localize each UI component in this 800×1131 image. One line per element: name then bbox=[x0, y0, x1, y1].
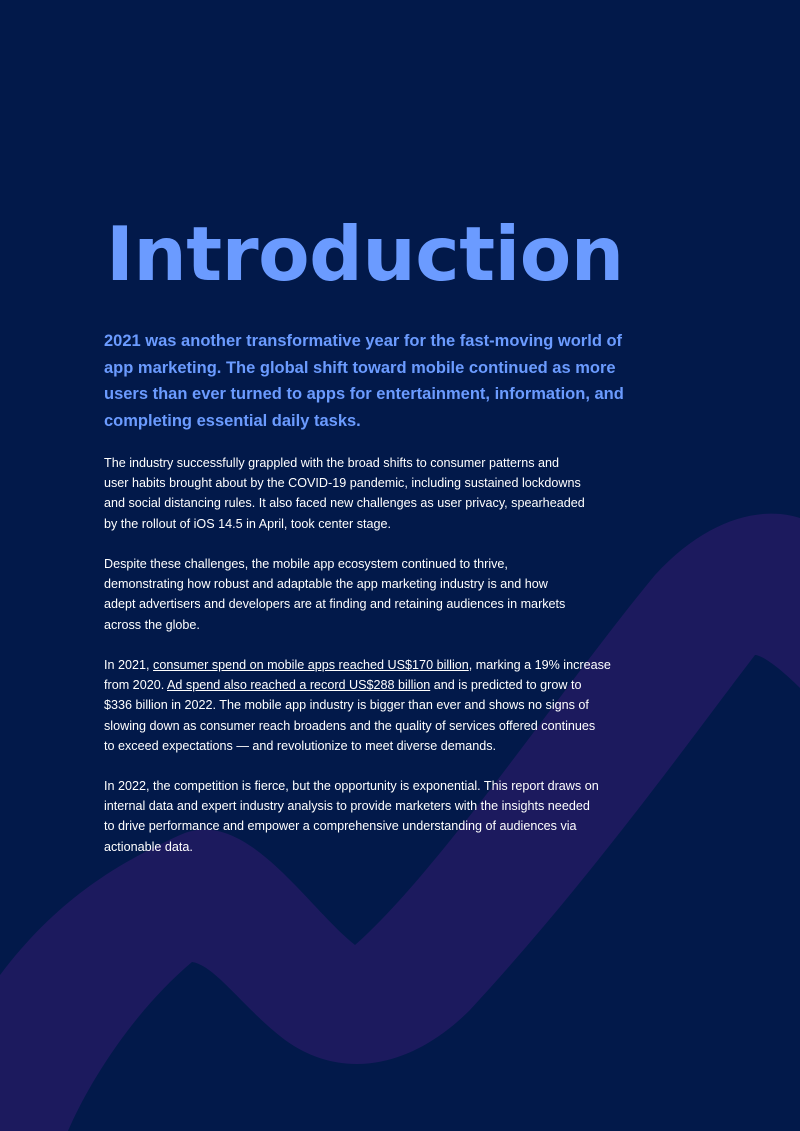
paragraph-line: In 2022, the competition is fierce, but the opportunity is exponential. This report draws on bbox=[104, 779, 599, 793]
paragraph-line: $336 billion in 2022. The mobile app industry is bigger than ever and shows no signs of bbox=[104, 698, 589, 713]
paragraph-line: Despite these challenges, the mobile app ecosystem continued to thrive, bbox=[104, 557, 508, 571]
lead-paragraph bbox=[104, 328, 644, 435]
paragraph-text: In 2021, bbox=[104, 658, 154, 672]
paragraph-line: actionable data. bbox=[104, 839, 193, 854]
lead-line: users than ever turned to apps for entertainment, information, and bbox=[104, 385, 624, 404]
paragraph-line bbox=[104, 675, 644, 695]
consumer-spend-link[interactable]: consumer spend on mobile apps reached US$170 billion bbox=[153, 658, 469, 672]
paragraph-line: slowing down as consumer reach broadens and the quality of services offered continues bbox=[104, 718, 596, 733]
page-title: Introduction bbox=[106, 210, 624, 298]
lead-line: completing essential daily tasks. bbox=[104, 412, 361, 431]
paragraph-line: The industry successfully grappled with the broad shifts to consumer patterns and bbox=[104, 456, 560, 470]
paragraph-line: demonstrating how robust and adaptable the app marketing industry is and how bbox=[104, 577, 548, 592]
paragraph-text: from 2020. bbox=[104, 678, 168, 693]
ad-spend-link[interactable]: Ad spend also reached a record US$288 billion bbox=[167, 678, 431, 693]
paragraph-text: and is predicted to grow to bbox=[430, 678, 582, 693]
paragraph-line: by the rollout of iOS 14.5 in April, took center stage. bbox=[104, 516, 392, 531]
paragraph-line: across the globe. bbox=[104, 617, 200, 632]
paragraph-line bbox=[104, 655, 644, 675]
paragraph-line: internal data and expert industry analysis to provide marketers with the insights needed bbox=[104, 799, 590, 814]
paragraph-line: user habits brought about by the COVID-19 pandemic, including sustained lockdowns bbox=[104, 476, 581, 491]
lead-line: app marketing. The global shift toward mobile continued as more bbox=[104, 358, 616, 377]
body-paragraph-1 bbox=[104, 453, 644, 534]
body-paragraph-4 bbox=[104, 776, 644, 857]
lead-line: 2021 was another transformative year for the fast-moving world of bbox=[104, 332, 623, 350]
paragraph-line: adept advertisers and developers are at finding and retaining audiences in markets bbox=[104, 597, 566, 612]
body-paragraph-2 bbox=[104, 554, 644, 635]
paragraph-line: to exceed expectations — and revolutionize to meet diverse demands. bbox=[104, 738, 497, 753]
paragraph-text: , marking a 19% increase bbox=[468, 658, 611, 672]
paragraph-line: and social distancing rules. It also faced new challenges as user privacy, spearheaded bbox=[104, 496, 585, 511]
paragraph-line: to drive performance and empower a comprehensive understanding of audiences via bbox=[104, 819, 577, 834]
body-paragraph-3 bbox=[104, 655, 644, 756]
